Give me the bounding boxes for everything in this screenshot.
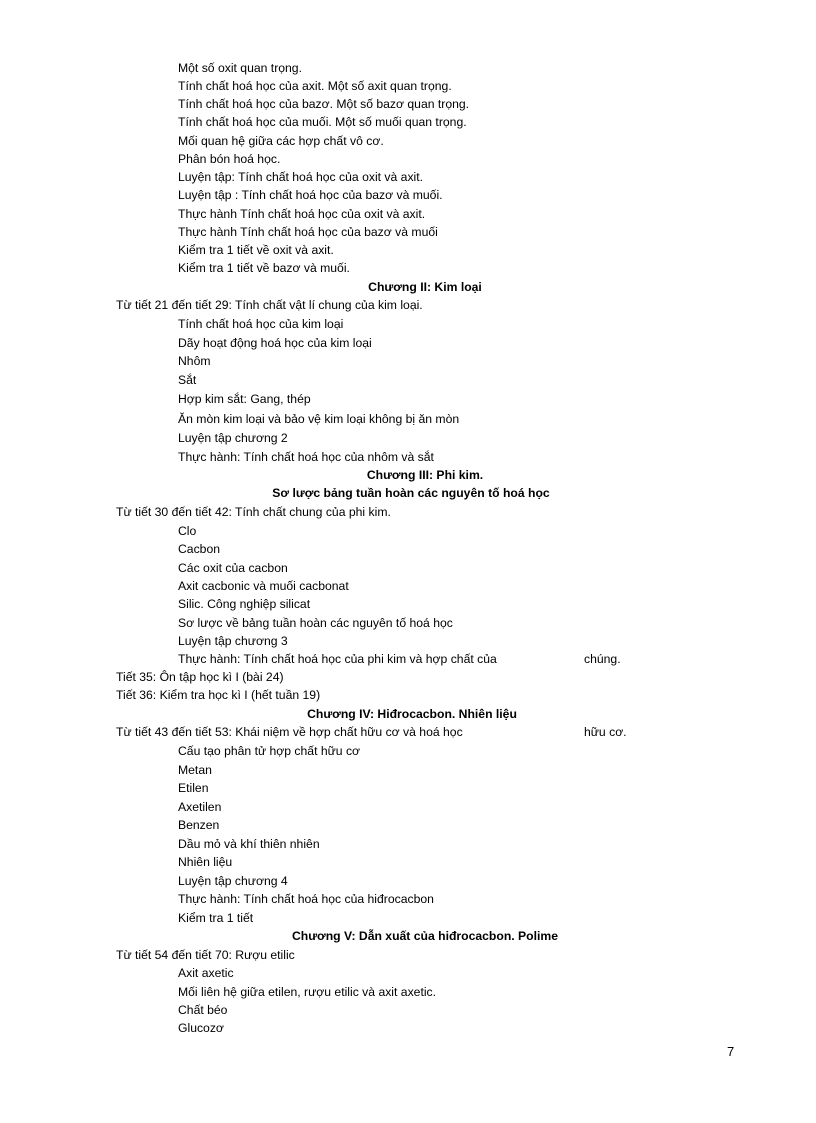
list-item: Tính chất hoá học của kim loại: [178, 317, 344, 331]
list-item: Axit axetic: [178, 966, 234, 980]
list-item: Silic. Công nghiệp silicat: [178, 597, 311, 611]
chapter-2-heading: Chương II: Kim loại: [368, 280, 482, 294]
chapter-5-range: Từ tiết 54 đến tiết 70: Rượu etilic: [116, 948, 295, 962]
chapter-3-subheading: Sơ lược bảng tuần hoàn các nguyên tố hoá học: [272, 486, 550, 500]
page-number: 7: [727, 1044, 735, 1059]
list-item: Thực hành Tính chất hoá học của oxit và axit.: [178, 207, 426, 221]
list-item: Cacbon: [178, 542, 221, 556]
list-item: Tính chất hoá học của muối. Một số muối quan trọng.: [178, 115, 467, 129]
list-item: Tính chất hoá học của bazơ. Một số bazơ quan trọng.: [178, 97, 470, 111]
list-item: Thực hành: Tính chất hoá học của phi kim và hợp chất của: [178, 652, 497, 666]
list-item: Cấu tạo phân tử hợp chất hữu cơ: [178, 744, 361, 758]
chapter-3-heading: Chương III: Phi kim.: [366, 468, 484, 482]
chapter-5-heading: Chương V: Dẫn xuất của hiđrocacbon. Polime: [291, 929, 559, 943]
list-item: Kiểm tra 1 tiết: [178, 911, 254, 925]
list-item: Benzen: [178, 818, 220, 832]
list-item: Thực hành Tính chất hoá học của bazơ và muối: [178, 225, 438, 239]
chapter-3-range: Từ tiết 30 đến tiết 42: Tính chất chung của phi kim.: [116, 505, 391, 519]
list-item: Axit cacbonic và muối cacbonat: [178, 579, 349, 593]
list-item: Luyện tập chương 2: [178, 431, 288, 445]
list-item: Sơ lược về bảng tuần hoàn các nguyên tố hoá học: [178, 616, 453, 630]
list-item: Phân bón hoá học.: [178, 152, 281, 166]
list-item: Mối liên hệ giữa etilen, rượu etilic và axit axetic.: [178, 985, 437, 999]
list-item: Mối quan hệ giữa các hợp chất vô cơ.: [178, 134, 384, 148]
list-item: Glucozơ: [178, 1021, 224, 1035]
list-item: Hợp kim sắt: Gang, thép: [178, 392, 311, 406]
list-item: Luyện tập: Tính chất hoá học của oxit và axit.: [178, 170, 424, 184]
list-item: Các oxit của cacbon: [178, 561, 288, 575]
list-item: Nhôm: [178, 354, 211, 368]
list-item: Sắt: [178, 373, 197, 387]
list-item: Axetilen: [178, 800, 222, 814]
list-item: Luyện tập chương 3: [178, 634, 288, 648]
list-item: Một số oxit quan trọng.: [178, 61, 302, 75]
list-item: Dầu mỏ và khí thiên nhiên: [178, 837, 320, 851]
list-item-tail: chúng.: [584, 652, 621, 666]
list-item: Metan: [178, 763, 212, 777]
chapter-4-heading: Chương IV: Hiđrocacbon. Nhiên liệu: [307, 707, 517, 721]
review-lesson: Tiết 35: Ôn tập học kì I (bài 24): [116, 670, 284, 684]
exam-lesson: Tiết 36: Kiểm tra học kì I (hết tuần 19): [116, 688, 321, 702]
chapter-2-range: Từ tiết 21 đến tiết 29: Tính chất vật lí chung của kim loại.: [116, 298, 423, 312]
list-item: Ăn mòn kim loại và bảo vệ kim loại không bị ăn mòn: [178, 412, 460, 426]
chapter-4-range: Từ tiết 43 đến tiết 53: Khái niệm về hợp chất hữu cơ và hoá học: [116, 725, 463, 739]
list-item: Nhiên liệu: [178, 855, 233, 869]
range-tail: hữu cơ.: [584, 725, 627, 739]
list-item: Dãy hoạt động hoá học của kim loại: [178, 336, 372, 350]
list-item: Clo: [178, 524, 197, 538]
list-item: Thực hành: Tính chất hoá học của nhôm và sắt: [178, 450, 434, 464]
list-item: Luyện tập chương 4: [178, 874, 288, 888]
list-item: Kiểm tra 1 tiết về bazơ và muối.: [178, 261, 350, 275]
list-item: Chất béo: [178, 1003, 228, 1017]
list-item: Luyện tập : Tính chất hoá học của bazơ và muối.: [178, 188, 443, 202]
list-item: Kiểm tra 1 tiết về oxit và axit.: [178, 243, 334, 257]
list-item: Tính chất hoá học của axit. Một số axit quan trọng.: [178, 79, 452, 93]
list-item: Etilen: [178, 781, 209, 795]
list-item: Thực hành: Tính chất hoá học của hiđrocacbon: [178, 892, 434, 906]
